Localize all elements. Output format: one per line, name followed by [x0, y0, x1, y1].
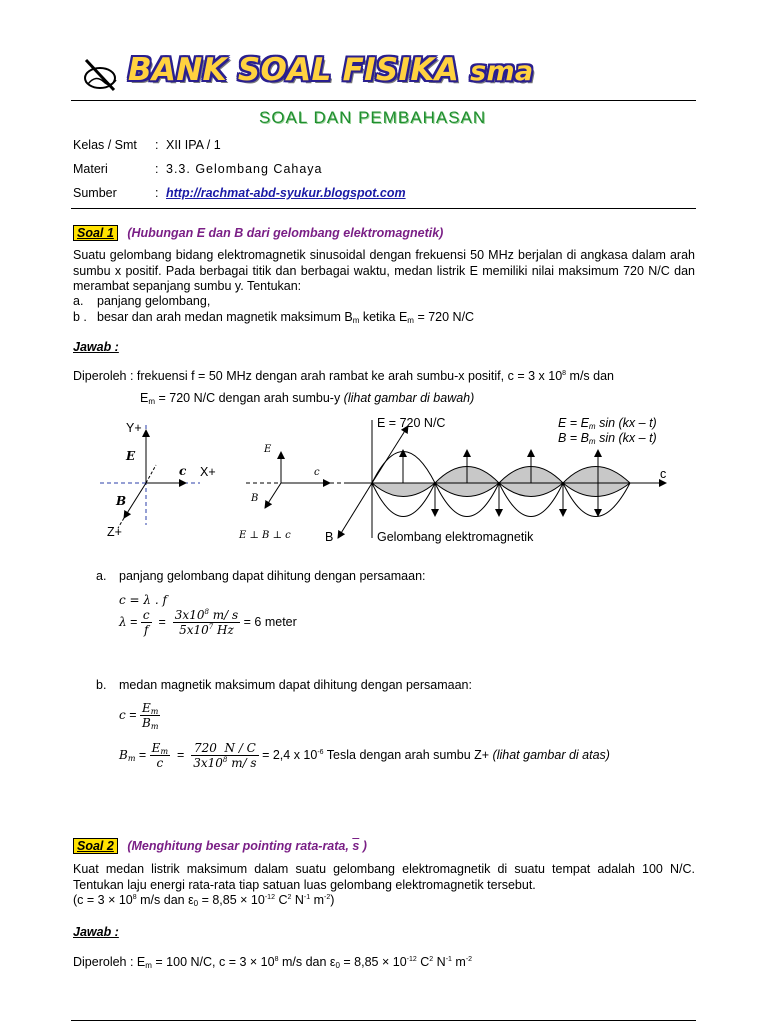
small-frame-e-label: E: [264, 444, 272, 455]
info-sumber-label: Sumber: [73, 186, 117, 200]
frame-e-label: E: [126, 449, 136, 463]
part-a: [96, 569, 426, 583]
bm-result: = 2,4 x 10: [262, 747, 318, 762]
diperoleh-text-end: m/s dan: [566, 369, 614, 383]
axis-x-label: X+: [200, 465, 216, 479]
frame-b-label: B: [116, 494, 127, 508]
item-text-post: = 720 N/C: [413, 310, 475, 324]
e-amplitude-label: E = 720 N/C: [377, 416, 446, 430]
soal2-constants: ($c = 3 \times 10^8$ m/s dan $\varepsilon_0 = 8,85 \times 10^{-12}$ $C^2$ $N^{-1}$ $m^{-2}$): [73, 893, 335, 908]
item-marker: a.: [73, 294, 84, 308]
info-materi-value: 3.3. Gelombang Cahaya: [166, 162, 323, 176]
bm-result-note: (lihat gambar di atas): [492, 747, 610, 762]
part-b-text: medan magnetik maksimum dapat dihitung dengan persamaan:: [119, 678, 472, 692]
soal2-title: (Menghitung besar pointing rata-rata,: [127, 839, 353, 853]
soal2-badge: Soal 2: [73, 838, 118, 854]
part-a-marker: a.: [96, 569, 107, 583]
source-link[interactable]: http://rachmat-abd-syukur.blogspot.com: [166, 186, 406, 200]
soal1-item-b: b . besar dan arah medan magnetik maksimum $B_m$ ketika $E_m = 720$ N/C: [73, 310, 475, 325]
item-marker: b .: [73, 310, 87, 324]
wave-caption: Gelombang elektromagnetik: [377, 530, 534, 544]
wave-equation-e: $E = E_m$ sin (kx – t): [558, 416, 657, 431]
small-frame-b-label: B: [251, 493, 259, 504]
eq-c-lambda-f: c = λ . f: [119, 593, 167, 607]
soal1-jawab: Jawab :: [73, 340, 119, 354]
soal2-diperoleh: Diperoleh : $E_m = 100$ N/C, $c = 3 \times 10^8$ m/s dan $\varepsilon_0 = 8,85 \times 10^{-12}$ $C^2$ $N^{-1}$ $m^{-2}$: [73, 955, 473, 970]
info-divider: [71, 208, 696, 209]
part-b-marker: b.: [96, 678, 107, 692]
wave-equation-b-rest: sin (kx – t): [595, 431, 657, 445]
soal2-heading: Soal 2 (Menghitung besar pointing rata-rata, $\overline{s}$ ): [73, 839, 367, 853]
logo-main-text: BANK SOAL FISIKA: [128, 52, 459, 88]
info-kelas-label: Kelas / Smt: [73, 138, 137, 152]
small-frame-c-label: c: [314, 467, 320, 478]
eq-bm: $B_m$ = $\frac{E_m}{c}$ = $\frac{720 N / C}{3x10^8 m/ s}$ = 2,4 x $10^{-6}$ Tesla dengan arah sumbu Z+ (lihat gambar di atas): [119, 741, 610, 770]
info-materi-label: Materi: [73, 162, 108, 176]
soal1-body: Suatu gelombang bidang elektromagnetik sinusoidal dengan frekuensi 50 MHz berjalan di angkasa dalam arah sumbu x positif. Pada berbagai titik dan berbagai waktu, medan listrik E memiliki nilai maksimum 720 N/C dan merambat sepanjang sumbu y. Tentukan:: [73, 248, 695, 293]
wave-equation-e-text: E = E: [558, 416, 589, 430]
info-kelas-value: XII IPA / 1: [166, 138, 221, 152]
lambda-result: = 6 meter: [243, 614, 297, 629]
item-text: besar dan arah medan magnetik maksimum B: [97, 310, 353, 324]
frame-c-label: c: [179, 464, 187, 478]
item-text: panjang gelombang,: [97, 294, 211, 308]
info-colon: :: [155, 186, 159, 200]
part-b: [96, 678, 472, 692]
soal2-body: Kuat medan listrik maksimum dalam suatu gelombang elektromagnetik di suatu tempat adalah 100 N/C. Tentukan laju energi rata-rata tiap satuan luas gelombang elektromagnetik tersebut.: [73, 862, 695, 892]
soal1-diperoleh: Diperoleh : frekuensi f = 50 MHz dengan arah rambat ke arah sumbu-x positif, c = 3 x $10^8$ m/s dan: [73, 369, 614, 383]
item-text-mid: ketika E: [359, 310, 408, 324]
info-colon: :: [155, 162, 159, 176]
wave-equation-b-text: B = B: [558, 431, 589, 445]
wave-c-label: c: [660, 467, 667, 481]
em-line-text: = 720 N/C dengan arah sumbu-y: [155, 391, 344, 405]
footer-divider: [71, 1020, 696, 1021]
logo-sma-text: sma: [470, 56, 534, 87]
soal2-title-end: ): [359, 839, 367, 853]
eq-c-em-bm: c = $\frac{E_m}{B_m}$: [119, 701, 159, 731]
soal1-heading: [73, 226, 443, 240]
perpendicular-label: E ⊥ B ⊥ c: [239, 530, 291, 541]
info-colon: :: [155, 138, 159, 152]
soal1-em-line: $E_m = 720$ N/C dengan arah sumbu-y (lihat gambar di bawah): [140, 391, 475, 406]
part-a-text: panjang gelombang dapat dihitung dengan persamaan:: [119, 569, 426, 583]
axis-z-label: Z+: [107, 525, 122, 539]
wave-equation-e-rest: sin (kx – t): [595, 416, 657, 430]
em-line-note: (lihat gambar di bawah): [343, 391, 475, 405]
eq-lambda: λ = $\frac{c}{f}$ = $\frac{3x10^8 m/ s}{5x10^7 Hz}$ = 6 meter: [119, 608, 297, 637]
header-divider: [71, 100, 696, 101]
wave-equation-b: $B = B_m$ sin (kx – t): [558, 431, 657, 446]
pen-logo-icon: [80, 54, 120, 94]
soal1-title: (Hubungan E dan B dari gelombang elektromagnetik): [127, 226, 444, 240]
soal1-badge: Soal 1: [73, 225, 118, 241]
axis-y-label: Y+: [126, 421, 142, 435]
bm-result-text: Tesla dengan arah sumbu Z+: [323, 747, 493, 762]
diperoleh-text: Diperoleh : frekuensi f = 50 MHz dengan arah rambat ke arah sumbu-x positif, c = 3 x 10: [73, 369, 563, 383]
page-title: SOAL DAN PEMBAHASAN: [259, 108, 487, 127]
soal2-jawab: Jawab :: [73, 925, 119, 939]
wave-b-label: B: [325, 530, 334, 544]
soal1-item-a: [73, 294, 211, 308]
